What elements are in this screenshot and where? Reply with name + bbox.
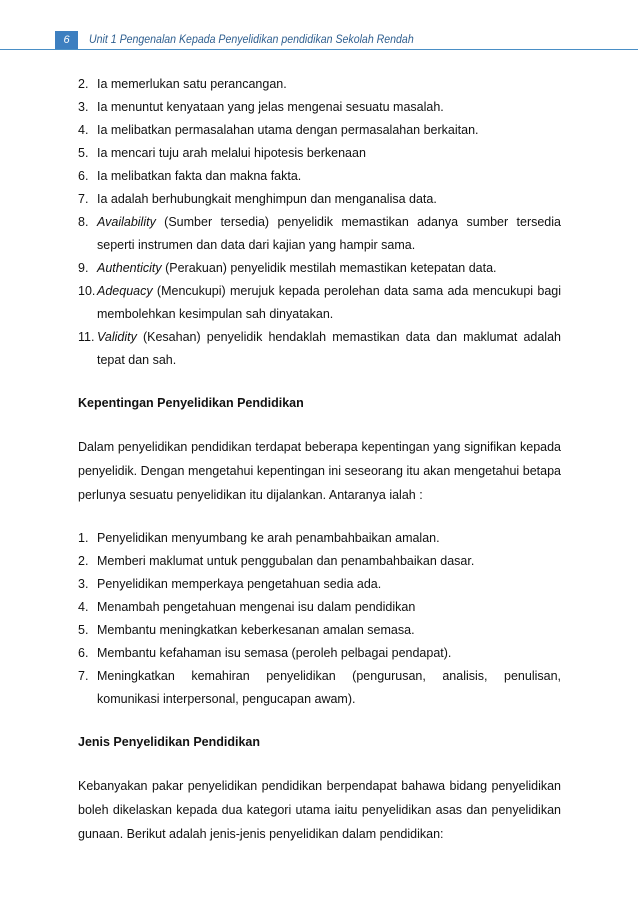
paragraph-kepentingan: Dalam penyelidikan pendidikan terdapat beberapa kepentingan yang signifikan kepada penyelidik. Dengan mengetahui kepentingan ini seseorang itu akan mengetahui betapa perlunya sesuatu penyelidikan itu dijalankan. Antaranya ialah : bbox=[78, 440, 561, 502]
section-heading-jenis: Jenis Penyelidikan Pendidikan bbox=[78, 735, 261, 749]
list-item: 6. Membantu kefahaman isu semasa (peroleh pelbagai pendapat). bbox=[78, 646, 452, 660]
characteristics-list bbox=[78, 73, 561, 372]
list-item: 2. Ia memerlukan satu perancangan. bbox=[78, 77, 287, 91]
list-item: 6. Ia melibatkan fakta dan makna fakta. bbox=[78, 169, 302, 183]
list-item: 4. Menambah pengetahuan mengenai isu dalam pendidikan bbox=[78, 600, 416, 614]
list-item: 1. Penyelidikan menyumbang ke arah penambahbaikan amalan. bbox=[78, 531, 440, 545]
list-item: 3. Penyelidikan memperkaya pengetahuan sedia ada. bbox=[78, 577, 382, 591]
paragraph-jenis: Kebanyakan pakar penyelidikan pendidikan berpendapat bahawa bidang penyelidikan boleh dikelaskan kepada dua kategori utama iaitu penyelidikan asas dan penyelidikan gunaan. Berikut adalah jenis-jenis penyelidikan dalam pendidikan: bbox=[78, 779, 561, 841]
page-header bbox=[0, 30, 638, 50]
list-item: 11. Validity (Kesahan) penyelidik hendaklah memastikan data dan maklumat adalah tepat dan sah. bbox=[78, 330, 561, 367]
section-heading-kepentingan: Kepentingan Penyelidikan Pendidikan bbox=[78, 396, 304, 410]
page-body bbox=[78, 73, 561, 846]
list-item: 2. Memberi maklumat untuk penggubalan dan penambahbaikan dasar. bbox=[78, 554, 475, 568]
list-item: 5. Membantu meningkatkan keberkesanan amalan semasa. bbox=[78, 623, 415, 637]
running-title: Unit 1 Pengenalan Kepada Penyelidikan pendidikan Sekolah Rendah bbox=[89, 34, 414, 46]
list-item: 5. Ia mencari tuju arah melalui hipotesis berkenaan bbox=[78, 146, 366, 160]
list-item: 8. Availability (Sumber tersedia) penyelidik memastikan adanya sumber tersedia seperti instrumen dan data dari kajian yang hampir sama. bbox=[78, 215, 561, 252]
page-number: 6 bbox=[55, 31, 78, 49]
list-item: 10. Adequacy (Mencukupi) merujuk kepada perolehan data sama ada mencukupi bagi membolehkan kesimpulan sah dinyatakan. bbox=[78, 284, 561, 321]
header-rule bbox=[0, 49, 638, 50]
list-item: 7. Meningkatkan kemahiran penyelidikan (pengurusan, analisis, penulisan, komunikasi interpersonal, pengucapan awam). bbox=[78, 669, 561, 706]
list-item: 7. Ia adalah berhubungkait menghimpun dan menganalisa data. bbox=[78, 192, 437, 206]
importance-list bbox=[78, 527, 561, 711]
list-item: 4. Ia melibatkan permasalahan utama dengan permasalahan berkaitan. bbox=[78, 123, 479, 137]
list-item: 9. Authenticity (Perakuan) penyelidik mestilah memastikan ketepatan data. bbox=[78, 261, 497, 275]
list-item: 3. Ia menuntut kenyataan yang jelas mengenai sesuatu masalah. bbox=[78, 100, 444, 114]
